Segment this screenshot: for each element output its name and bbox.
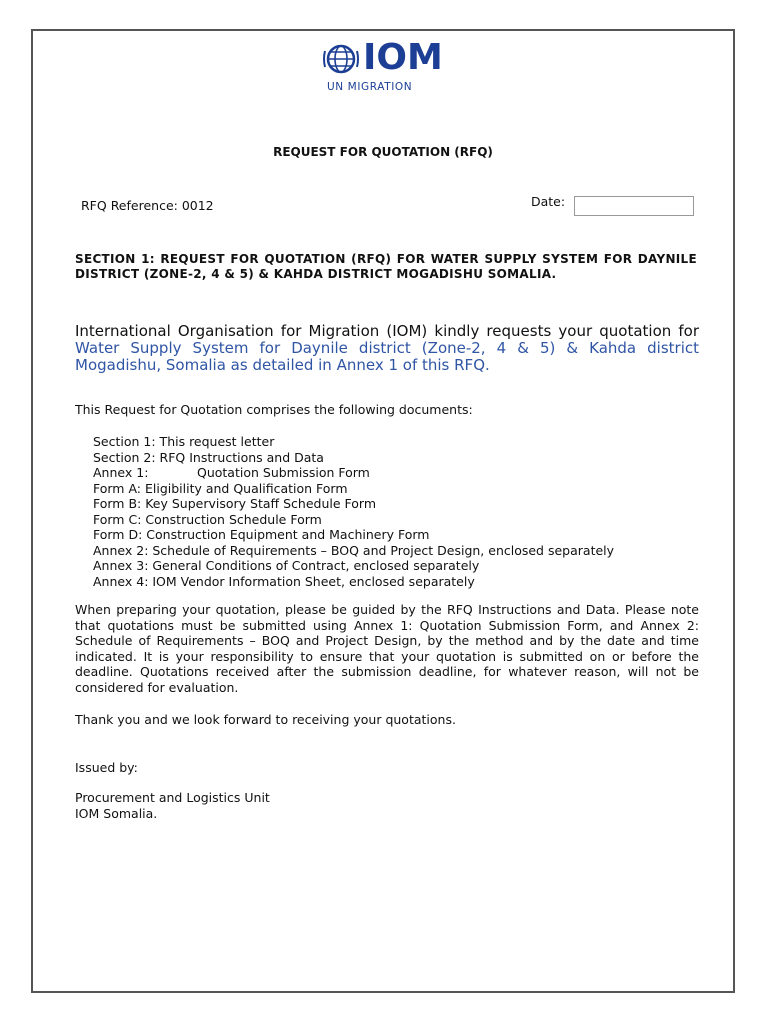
- issuer-unit: Procurement and Logistics Unit: [75, 790, 270, 805]
- date-field[interactable]: [574, 196, 694, 216]
- list-item: Annex 4: IOM Vendor Information Sheet, enclosed separately: [93, 573, 475, 589]
- list-item: Form C: Construction Schedule Form: [93, 511, 322, 527]
- list-item: Form B: Key Supervisory Staff Schedule Form: [93, 496, 377, 511]
- list-item: Annex 3: General Conditions of Contract, enclosed separately: [93, 558, 480, 573]
- annex-1-title: Quotation Submission Form: [197, 465, 370, 480]
- issuer-org: IOM Somalia.: [75, 806, 158, 821]
- list-item: [93, 465, 614, 481]
- document-page: [31, 29, 735, 993]
- documents-intro: This Request for Quotation comprises the following documents:: [75, 402, 473, 417]
- section-1-heading: SECTION 1: REQUEST FOR QUOTATION (RFQ) FOR WATER SUPPLY SYSTEM FOR DAYNILE DISTRICT (ZONE-2, 4 & 5) & KAHDA DISTRICT MOGADISHU SOMALIA.: [75, 252, 697, 281]
- preparation-note: When preparing your quotation, please be guided by the RFQ Instructions and Data. Please note that quotations must be submitted using Annex 1: Quotation Submission Form, and Annex 2: Schedule of Requirements – BOQ and Project Design, by the method and by the date and time indicated. It is your responsibility to ensure that your quotation is submitted on or before the deadline. Quotations received after the submission deadline, for whatever reason, will not be considered for evaluation.: [75, 602, 699, 695]
- thanks-text: Thank you and we look forward to receiving your quotations.: [75, 712, 456, 727]
- list-item: Section 2: RFQ Instructions and Data: [93, 449, 324, 465]
- annex-1-label: Annex 1:: [93, 465, 149, 480]
- globe-icon: [323, 43, 363, 75]
- document-title: REQUEST FOR QUOTATION (RFQ): [273, 145, 493, 159]
- date-label: Date:: [531, 194, 566, 209]
- documents-list: [93, 434, 614, 589]
- intro-text: International Organisation for Migration (IOM) kindly requests your quotation for: [75, 322, 699, 340]
- logo-subtitle: UN MIGRATION: [327, 81, 413, 93]
- list-item: Form A: Eligibility and Qualification Form: [93, 480, 348, 496]
- list-item: Form D: Construction Equipment and Machinery Form: [93, 527, 430, 542]
- rfq-reference: RFQ Reference: 0012: [81, 198, 214, 213]
- intro-paragraph: [75, 323, 699, 374]
- issued-by-label: Issued by:: [75, 760, 138, 775]
- list-item: Section 1: This request letter: [93, 434, 275, 449]
- iom-logo: [323, 37, 473, 93]
- logo-wordmark: IOM: [363, 37, 443, 78]
- intro-highlight: Water Supply System for Daynile district (Zone-2, 4 & 5) & Kahda district Mogadishu, Somalia as detailed in Annex 1 of this RFQ.: [75, 339, 699, 374]
- list-item: Annex 2: Schedule of Requirements – BOQ and Project Design, enclosed separately: [93, 542, 615, 558]
